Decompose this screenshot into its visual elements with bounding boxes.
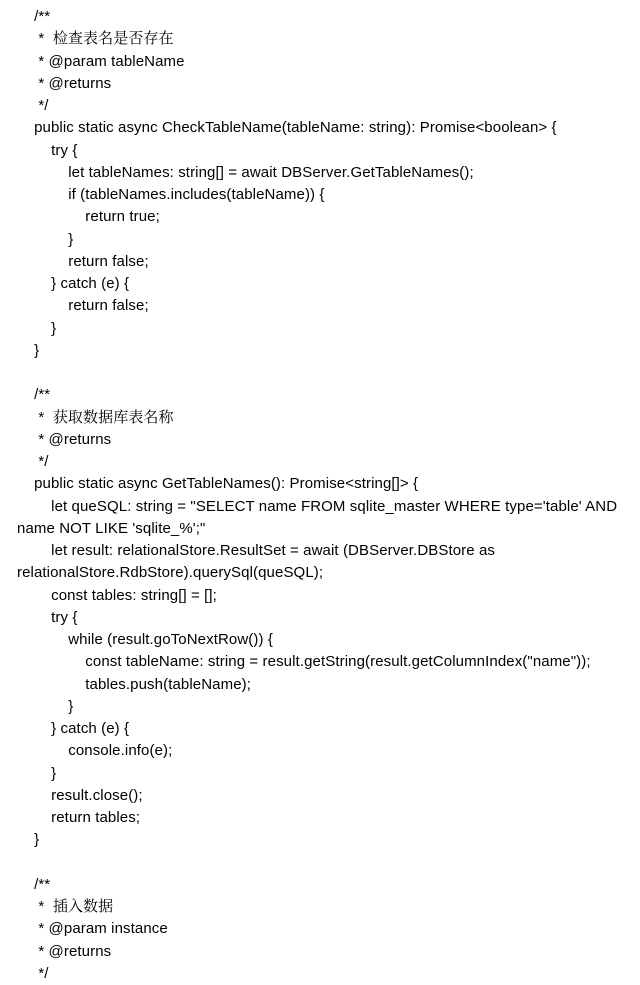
code-line: public static async CheckTableName(tableName: string): Promise<boolean> { <box>17 119 557 137</box>
code-line: try { <box>17 141 78 159</box>
code-line: return false; <box>17 252 149 270</box>
code-line: let tableNames: string[] = await DBServer.GetTableNames(); <box>17 163 474 181</box>
code-line: const tables: string[] = []; <box>17 586 217 604</box>
code-line: * 检查表名是否存在 <box>17 30 174 48</box>
code-line: */ <box>17 453 49 470</box>
code-line: if (tableNames.includes(tableName)) { <box>17 186 325 203</box>
code-line: /** <box>17 386 51 404</box>
code-line: result.close(); <box>17 786 143 804</box>
code-line: * @param tableName <box>17 52 185 70</box>
code-line: try { <box>17 608 78 626</box>
code-line <box>17 362 623 384</box>
code-line: const tableName: string = result.getString(result.getColumnIndex("name")); <box>17 653 591 671</box>
code-line: while (result.goToNextRow()) { <box>17 631 273 648</box>
code-line: * @returns <box>17 942 112 960</box>
code-line: */ <box>17 97 49 114</box>
code-line: */ <box>17 964 49 982</box>
code-line: } catch (e) { <box>17 275 130 292</box>
code-line: public static async GetTableNames(): Promise<string[]> { <box>17 475 419 493</box>
code-line: let result: relationalStore.ResultSet = await (DBServer.DBStore as relationalStore.RdbStore).querySql(queSQL); <box>17 542 500 582</box>
code-line: } <box>17 831 40 849</box>
code-line: /** <box>17 8 51 25</box>
code-line: return tables; <box>17 809 141 826</box>
code-line: * 插入数据 <box>17 898 114 915</box>
code-line: } <box>17 230 74 248</box>
code-line: * @returns <box>17 74 112 92</box>
code-line: } catch (e) { <box>17 720 130 737</box>
code-line: return true; <box>17 208 160 226</box>
code-line: /** <box>17 875 51 893</box>
code-line: tables.push(tableName); <box>17 675 251 693</box>
code-line: } <box>17 764 57 782</box>
code-line: } <box>17 319 57 337</box>
code-line <box>17 852 623 874</box>
code-line: } <box>17 697 74 715</box>
code-line: * 获取数据库表名称 <box>17 408 174 426</box>
code-line: } <box>17 341 40 359</box>
code-line: let queSQL: string = "SELECT name FROM sqlite_master WHERE type='table' AND name NOT LIKE 'sqlite_%';" <box>17 497 622 537</box>
code-line: console.info(e); <box>17 742 173 760</box>
code-line: * @returns <box>17 430 112 448</box>
code-line: return false; <box>17 297 149 315</box>
code-line: * @param instance <box>17 920 168 938</box>
